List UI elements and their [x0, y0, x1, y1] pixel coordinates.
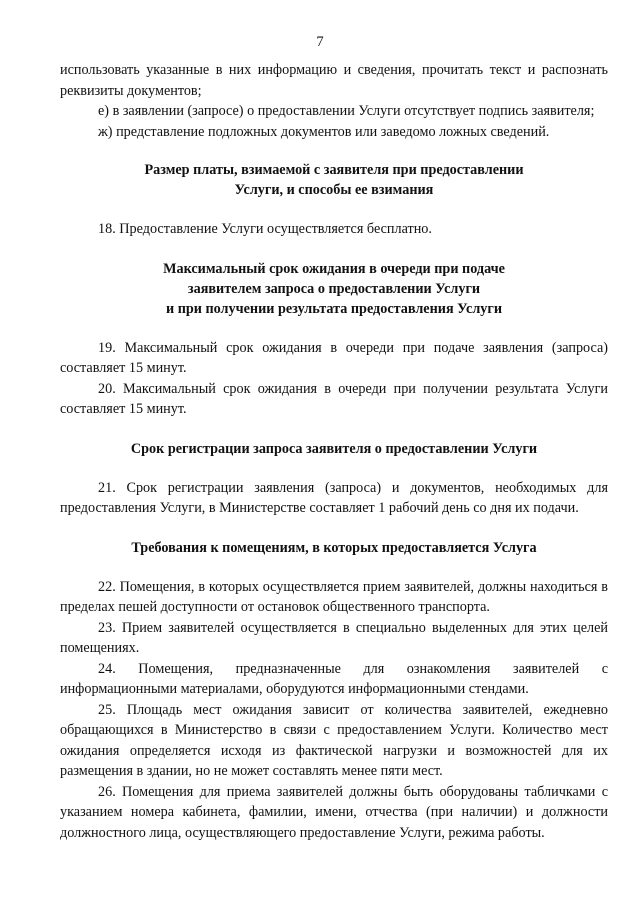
- paragraph-20: 20. Максимальный срок ожидания в очереди при получении результата Услуги составляет 15 минут.: [60, 380, 608, 417]
- heading-fee-line-2: Услуги, и способы ее взимания: [234, 182, 434, 198]
- paragraph-item-e: е) в заявлении (запросе) о предоставлении Услуги отсутствует подпись заявителя;: [98, 103, 595, 119]
- page-content: [60, 60, 608, 843]
- heading-registration: [60, 439, 608, 459]
- paragraph-continuation: использовать указанные в них информацию и сведения, прочитать текст и распознать реквизиты документов;: [60, 62, 608, 99]
- paragraph-item-zh: ж) представление подложных документов или заведомо ложных сведений.: [98, 123, 550, 140]
- heading-premises-line-1: Требования к помещениям, в которых предоставляется Услуга: [131, 539, 537, 556]
- paragraph-24: 24. Помещения, предназначенные для ознакомления заявителей с информационными материалами, оборудуются информационными стендами.: [60, 660, 608, 697]
- heading-wait-line-1: Максимальный срок ожидания в очереди при подаче: [163, 260, 505, 277]
- paragraph-23: 23. Прием заявителей осуществляется в специально выделенных для этих целей помещениях.: [60, 619, 608, 656]
- page-number: 7: [316, 34, 324, 50]
- paragraph-25: 25. Площадь мест ожидания зависит от количества заявителей, ежедневно обращающихся в Министерство в связи с предоставлением Услуги. Количество мест ожидания определяется исходя из фактической нагрузки и возможностей для их размещения в здании, но не может составлять менее пяти мест.: [60, 701, 608, 779]
- paragraph-19: 19. Максимальный срок ожидания в очереди при подаче заявления (запроса) составляет 15 минут.: [60, 339, 608, 376]
- heading-wait-line-3: и при получении результата предоставления Услуги: [165, 300, 503, 317]
- heading-fee: [60, 160, 608, 200]
- heading-wait: [60, 259, 608, 319]
- heading-fee-line-1: Размер платы, взимаемой с заявителя при предоставлении: [144, 162, 524, 178]
- heading-wait-line-2: заявителем запроса о предоставлении Услуги: [187, 280, 481, 297]
- paragraph-21: 21. Срок регистрации заявления (запроса) и документов, необходимых для предоставления Услуги, в Министерстве составляет 1 рабочий день со дня их подачи.: [60, 479, 608, 516]
- heading-registration-line-1: Срок регистрации запроса заявителя о предоставлении Услуги: [130, 440, 538, 457]
- paragraph-18: 18. Предоставление Услуги осуществляется бесплатно.: [98, 221, 432, 237]
- paragraph-22: 22. Помещения, в которых осуществляется прием заявителей, должны находиться в пределах пешей доступности от остановок общественного транспорта.: [60, 578, 608, 615]
- heading-premises: [60, 538, 608, 558]
- paragraph-26: 26. Помещения для приема заявителей должны быть оборудованы табличками с указанием номера кабинета, фамилии, имени, отчества (при наличии) и должности должностного лица, осуществляющего предоставление Услуги, режима работы.: [60, 783, 608, 841]
